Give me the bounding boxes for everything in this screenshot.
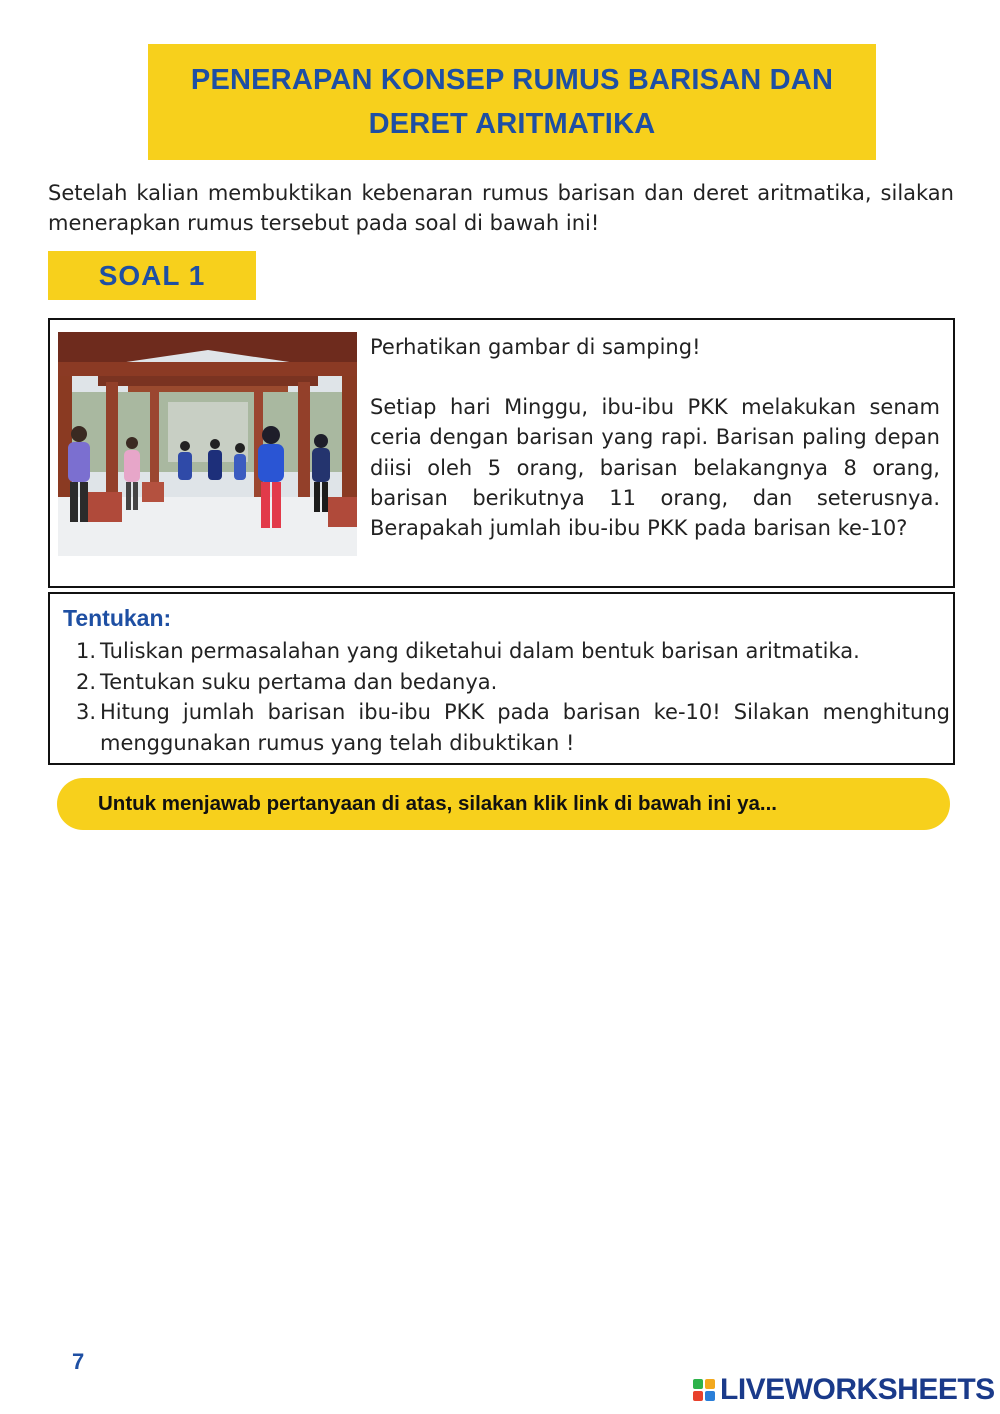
answer-link-prompt-text: Untuk menjawab pertanyaan di atas, silakan klik link di bawah ini ya... [98, 792, 778, 815]
liveworksheets-brand[interactable] [693, 1373, 995, 1407]
intro-paragraph: Setelah kalian membuktikan kebenaran rumus barisan dan deret aritmatika, silakan menerapkan rumus tersebut pada soal di bawah ini! [48, 181, 954, 235]
soal-badge [48, 251, 256, 300]
title-banner [148, 44, 876, 160]
liveworksheets-logo-icon [693, 1379, 715, 1401]
task-list [70, 636, 950, 758]
problem-text [370, 332, 940, 543]
task-number: 1. [75, 639, 96, 663]
answer-link-prompt [57, 778, 950, 830]
soal-label: SOAL 1 [98, 259, 206, 291]
page-title-line-2: DERET ARITMATIKA [368, 108, 656, 140]
senam-photo [58, 332, 357, 556]
brand-wordmark: LIVEWORKSHEETS [720, 1373, 995, 1406]
senam-photo-illustration [58, 332, 357, 556]
page-title-line-1: PENERAPAN KONSEP RUMUS BARISAN DAN [190, 64, 834, 96]
task-text: Tuliskan permasalahan yang diketahui dalam bentuk barisan aritmatika. [100, 639, 860, 663]
task-text: Hitung jumlah barisan ibu-ibu PKK pada barisan ke-10! Silakan menghitung menggunakan rumus yang telah dibuktikan ! [100, 700, 950, 755]
problem-instruction: Perhatikan gambar di samping! [370, 335, 701, 359]
list-item [70, 697, 950, 758]
task-heading: Tentukan: [63, 605, 172, 631]
list-item [70, 636, 950, 667]
task-number: 2. [75, 669, 96, 694]
page-number: 7 [72, 1349, 85, 1374]
task-number: 3. [75, 700, 96, 724]
problem-box [48, 318, 955, 588]
task-text: Tentukan suku pertama dan bedanya. [100, 669, 498, 694]
task-box [48, 592, 955, 765]
problem-question: Setiap hari Minggu, ibu-ibu PKK melakukan senam ceria dengan barisan yang rapi. Barisan paling depan diisi oleh 5 orang, barisan belakangnya 8 orang, barisan berikutnya 11 orang, dan seterusnya. Berapakah jumlah ibu-ibu PKK pada barisan ke-10? [370, 395, 940, 541]
list-item [70, 667, 950, 698]
